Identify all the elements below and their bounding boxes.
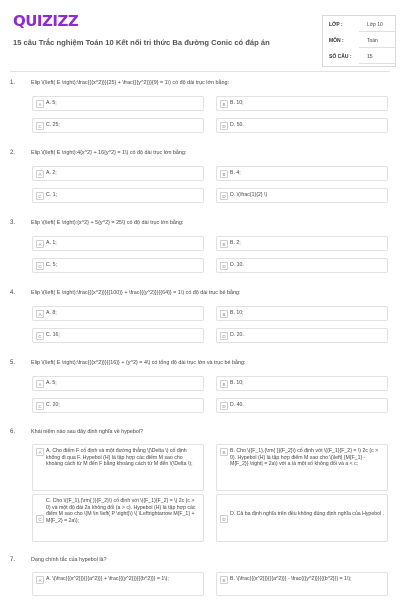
option-text: C. 1; — [46, 192, 57, 198]
option-a[interactable] — [32, 572, 204, 596]
option-b[interactable] — [216, 444, 388, 491]
option-b[interactable] — [216, 96, 388, 111]
option-c[interactable] — [32, 188, 204, 203]
option-letter: B — [220, 310, 228, 318]
option-letter: C — [36, 515, 44, 523]
option-b[interactable] — [216, 376, 388, 391]
option-text: D. 40. — [230, 402, 244, 408]
option-text: A. \(\frac{{{x^2}}}{{{a^2}}} + \frac{{{y^2}}}{{{b^2}}} = 1\); — [46, 576, 169, 582]
option-a[interactable] — [32, 96, 204, 111]
option-d[interactable] — [216, 494, 388, 542]
option-b[interactable] — [216, 166, 388, 181]
option-text: B. 4; — [230, 170, 241, 176]
option-a[interactable] — [32, 306, 204, 321]
option-letter: C — [36, 262, 44, 270]
option-b[interactable] — [216, 572, 388, 596]
question-text: Elip \(\left( E \right):\frac{{{x^2}}}{{100}} + \frac{{{y^2}}}{{64}} = 1\) có độ dài trục bé bằng: — [31, 290, 241, 296]
option-text: A. 8; — [46, 310, 57, 316]
option-letter: B — [220, 240, 228, 248]
option-text: B. 10; — [230, 380, 244, 386]
option-text: D. 10. — [230, 262, 244, 268]
question-number: 7. — [10, 557, 16, 563]
option-text: C. 20; — [46, 402, 60, 408]
question-number: 2. — [10, 150, 16, 156]
option-letter: B — [220, 576, 228, 584]
question-text: Elip \(\left( E \right):{x^2} + 5{y^2} = 25\) có độ dài trục lớn bằng: — [31, 220, 184, 226]
option-letter: C — [36, 122, 44, 130]
option-text: A. 1; — [46, 240, 57, 246]
info-label: MÔN : — [329, 38, 344, 44]
question-text: Khái niệm nào sau đây định nghĩa về hypebol? — [31, 429, 144, 435]
option-c[interactable] — [32, 328, 204, 343]
option-letter: A — [36, 380, 44, 388]
option-letter: A — [36, 100, 44, 108]
option-text: B. 10; — [230, 310, 244, 316]
option-text: C. 25; — [46, 122, 60, 128]
option-text: D. 50. — [230, 122, 244, 128]
option-text: D. 20. — [230, 332, 244, 338]
option-text: B. 2; — [230, 240, 241, 246]
option-b[interactable] — [216, 306, 388, 321]
option-text: B. \(\frac{{{x^2}}}{{{a^2}}} - \frac{{{y^2}}}{{{b^2}}} = 1\); — [230, 576, 352, 582]
option-c[interactable] — [32, 258, 204, 273]
option-letter: D — [220, 332, 228, 340]
question-number: 6. — [10, 429, 16, 435]
question-text: Elip \(\left( E \right):\frac{{{x^2}}}{{16}} + {y^2} = 4\) có tổng độ dài trục lớn và trục bé bằng: — [31, 360, 246, 366]
option-text: C. 5; — [46, 262, 57, 268]
option-a[interactable] — [32, 166, 204, 181]
option-text: A. 2; — [46, 170, 57, 176]
option-text: A. 5; — [46, 380, 57, 386]
question-number: 3. — [10, 220, 16, 226]
option-c[interactable] — [32, 398, 204, 413]
option-letter: C — [36, 332, 44, 340]
info-box — [322, 15, 396, 67]
info-label: SỐ CÂU : — [329, 54, 352, 60]
question-text: Elip \(\left( E \right):\frac{{{x^2}}}{25} + \frac{{{y^2}}}{9} = 1\) có độ dài trục lớn bằng: — [31, 80, 229, 86]
option-letter: A — [36, 576, 44, 584]
option-a[interactable] — [32, 236, 204, 251]
option-letter: A — [36, 170, 44, 178]
option-letter: D — [220, 262, 228, 270]
option-letter: D — [220, 402, 228, 410]
option-letter: B — [220, 380, 228, 388]
option-letter: A — [36, 240, 44, 248]
quizizz-logo: QUIZIZZ — [13, 12, 79, 30]
option-text: A. Cho điểm F cố định và một đường thẳng \(\Delta \) cố định không đi qua F. Hypebol (H) là tập hợp các điểm M sao cho khoảng cách từ M đến F bằng khoảng cách từ M đến \(\Delta \); — [46, 448, 193, 468]
option-a[interactable] — [32, 376, 204, 391]
question-number: 4. — [10, 290, 16, 296]
option-letter: D — [220, 122, 228, 130]
option-letter: D — [220, 515, 228, 523]
option-letter: B — [220, 448, 228, 456]
option-text: C. Cho \({F_1},{\rm{ }}{F_2}\) cố định với \({F_1}{F_2} = \) 2c (c > 0) và một độ dài 2a không đổi (a > c). Hypebol (H) là tập hợp các điểm M sao cho \(M \in \left( P \right)\) \( \Leftrightarrow M{F_1} + M{F_2} = 2a\); — [46, 498, 196, 524]
header-divider — [10, 71, 390, 72]
option-d[interactable] — [216, 398, 388, 413]
option-letter: C — [36, 402, 44, 410]
question-number: 1. — [10, 80, 16, 86]
option-d[interactable] — [216, 258, 388, 273]
option-text: B. 10; — [230, 100, 244, 106]
option-letter: A — [36, 448, 44, 456]
info-row-subject — [329, 36, 395, 48]
option-letter: A — [36, 310, 44, 318]
info-value: Toán — [367, 38, 378, 44]
option-a[interactable] — [32, 444, 204, 491]
option-b[interactable] — [216, 236, 388, 251]
option-letter: D — [220, 192, 228, 200]
info-label: LỚP : — [329, 22, 343, 28]
info-row-class — [329, 20, 395, 32]
option-c[interactable] — [32, 118, 204, 133]
option-letter: B — [220, 100, 228, 108]
option-text: D. \(\frac{1}{2} \) — [230, 192, 268, 198]
option-c[interactable] — [32, 494, 204, 542]
option-text: D. Cả ba định nghĩa trên đều không đúng định nghĩa của Hypebol . — [230, 511, 385, 517]
question-text: Elip \(\left( E \right):4{x^2} + 16{y^2} = 1\) có độ dài trục lớn bằng: — [31, 150, 187, 156]
option-text: B. Cho \({F_1},{\rm{ }}{F_2}\) cố định với \({F_1}{F_2} = \) 2c (c > 0). Hypebol (H) là tập hợp điểm M sao cho \(\left| {M{F_1} - M{F_2}} \right| = 2a\) với a là một số không đổi và a < c; — [230, 448, 379, 468]
option-letter: B — [220, 170, 228, 178]
question-text: Dạng chính tắc của hypebol là? — [31, 557, 107, 563]
option-letter: C — [36, 192, 44, 200]
option-d[interactable] — [216, 328, 388, 343]
page-header — [10, 8, 392, 64]
question-number: 5. — [10, 360, 16, 366]
info-row-count — [329, 52, 395, 64]
info-value: Lớp 10 — [367, 22, 383, 28]
option-text: A. 5; — [46, 100, 57, 106]
option-d[interactable] — [216, 118, 388, 133]
info-value: 15 — [367, 54, 373, 60]
option-d[interactable] — [216, 188, 388, 203]
option-text: C. 16; — [46, 332, 60, 338]
document-title: 15 câu Trắc nghiệm Toán 10 Kết nối tri thức Ba đường Conic có đáp án — [13, 38, 270, 47]
